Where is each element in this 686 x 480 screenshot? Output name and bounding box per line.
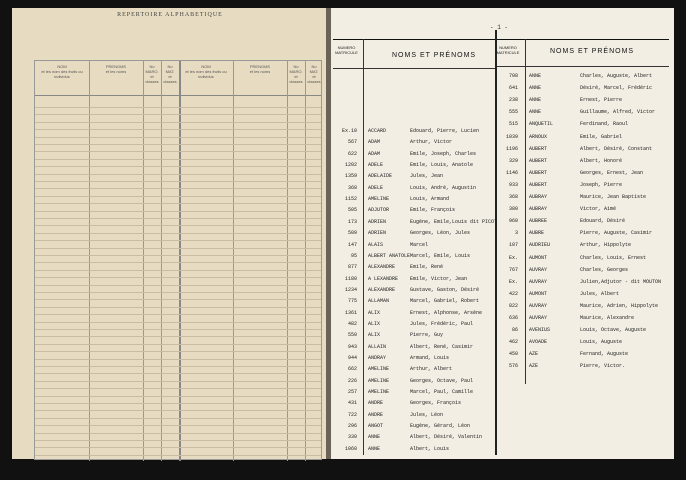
ruled-line: [35, 314, 321, 315]
surname: ADAM: [368, 150, 381, 157]
matricule-number: 641: [508, 85, 518, 92]
ruled-line: [35, 211, 321, 212]
matricule-number: 943: [347, 343, 357, 350]
surname: ANDRAY: [368, 355, 387, 361]
matricule-number: 555: [508, 109, 518, 116]
matricule-number: 296: [347, 423, 357, 430]
surname: AMELINE: [368, 389, 390, 396]
ruled-line: [35, 122, 321, 123]
page-number: - 1 -: [490, 24, 509, 31]
ruled-line: [35, 262, 321, 263]
first-names: Charles, Louis, Ernest: [580, 254, 647, 261]
surname: AUBERT: [529, 145, 548, 152]
ruled-line: [35, 270, 321, 271]
surname: AUVRAY: [529, 302, 548, 309]
ruled-line: [35, 151, 321, 152]
ruled-line: [35, 336, 321, 337]
surname: ALBERT ANATOLE: [368, 252, 411, 259]
matricule-number: 933: [508, 181, 518, 188]
matricule-number: 505: [347, 207, 357, 214]
header-mat-2: No MAT. et classes: [307, 64, 321, 84]
first-names: Georges, François: [410, 400, 462, 407]
ruled-line: [35, 381, 321, 382]
matricule-number: 147: [347, 241, 357, 248]
ruled-line: [35, 166, 321, 167]
header-matricule-left: NUMERO MATRICULE: [335, 45, 358, 55]
first-names: Armand, Louis: [410, 355, 450, 361]
matricule-number: 722: [347, 411, 357, 418]
first-names: Louis, André, Augustin: [410, 184, 477, 191]
first-names: Joseph, Pierre: [580, 181, 623, 188]
matricule-number: 482: [347, 320, 357, 327]
first-names: Ernest, Alphonse, Arsène: [410, 309, 483, 316]
ruled-line: [35, 425, 321, 426]
first-names: Gustave, Gaston, Désiré: [410, 286, 480, 293]
matricule-number: 1234: [344, 286, 357, 293]
ruled-line: [35, 388, 321, 389]
surname: AUBRAY: [529, 194, 548, 200]
first-names: Louis, Octave, Auguste: [580, 327, 647, 334]
ruled-line: [35, 403, 321, 404]
ruled-line: [35, 373, 321, 374]
matricule-number: 877: [347, 264, 357, 271]
first-names: Jules, Jean: [410, 173, 444, 180]
ruled-line: [35, 233, 321, 234]
surname: ADRIEN: [368, 230, 387, 237]
first-names: Emile, Joseph, Charles: [410, 150, 477, 157]
ruled-line: [35, 196, 321, 197]
ruled-line: [35, 285, 321, 286]
first-names: Emile, Louis, Anatole: [410, 162, 474, 169]
ruled-line: [35, 181, 321, 182]
matricule-number: 422: [508, 290, 518, 297]
surname: ANQUETIL: [529, 121, 554, 128]
matricule-number: 622: [347, 150, 357, 157]
first-names: Louis, Auguste: [580, 339, 623, 346]
first-names: Maurice, Jean Baptiste: [580, 194, 647, 200]
first-names: Louis, Armand: [410, 196, 450, 203]
header-names-right: NOMS ET PRÉNOMS: [550, 48, 635, 55]
surname: ANDRE: [368, 411, 384, 418]
first-names: Marcel, Paul, Camille: [410, 389, 474, 396]
column-divider-matricule-right: [525, 39, 526, 384]
header-top-rule: [333, 39, 669, 40]
header-nom-2: NOM et les nom des fruits ou individus: [185, 64, 227, 79]
surname: AZE: [529, 363, 539, 370]
surname: AUBRE: [529, 230, 545, 237]
matricule-number: 257: [347, 389, 357, 396]
surname: ANNE: [368, 434, 381, 441]
first-names: Albert, Honoré: [580, 157, 623, 164]
surname: AUMONT: [529, 254, 548, 261]
ruled-line: [35, 359, 321, 360]
surname: AUBERT: [529, 181, 548, 188]
first-names: Marcel: [410, 241, 429, 248]
surname: AVENIUS: [529, 327, 551, 334]
surname: ANGOT: [368, 423, 384, 430]
ruled-line: [35, 129, 321, 130]
first-names: Albert, René, Casimir: [410, 343, 474, 350]
matricule-number: 380: [508, 206, 518, 213]
ruled-line: [35, 455, 321, 456]
matricule-number: 550: [347, 332, 357, 339]
surname: AVOADE: [529, 339, 548, 346]
matricule-number: 450: [508, 351, 518, 358]
header-maro-1: No MARO. et classes: [145, 64, 159, 84]
first-names: Maurice, Adrien, Hippolyte: [580, 302, 659, 309]
surname: AMELINE: [368, 196, 390, 203]
ruled-line: [35, 137, 321, 138]
first-names: Arthur, Albert: [410, 366, 453, 373]
matricule-number: 1361: [344, 309, 357, 316]
matricule-number: 1202: [344, 162, 357, 169]
first-names: Arthur, Victor: [410, 139, 453, 146]
surname: AUVRAY: [529, 278, 548, 285]
header-maro-2: No MARO. et classes: [289, 64, 303, 84]
matricule-number: 576: [508, 363, 518, 370]
first-names: Charles, Auguste, Albert: [580, 73, 653, 79]
matricule-number: 107: [508, 242, 518, 249]
matricule-number: Ex.: [508, 254, 518, 261]
surname: ADELE: [368, 162, 384, 169]
first-names: Charles, Georges: [580, 266, 629, 273]
matricule-number: 330: [347, 434, 357, 441]
ruled-line: [35, 433, 321, 434]
matricule-number: 95: [350, 252, 357, 259]
surname: AUBRAY: [529, 206, 548, 213]
matricule-number: 822: [508, 302, 518, 309]
first-names: Jules, Albert: [580, 290, 620, 297]
ruled-line: [35, 307, 321, 308]
header-bottom-rule-right: [495, 66, 669, 67]
surname: ANDRE: [368, 400, 384, 407]
matricule-number: 767: [508, 266, 518, 273]
header-nom-1: NOM et les nom des fruits ou individus: [41, 64, 83, 79]
matricule-number: 944: [347, 355, 357, 361]
surname: ANNE: [529, 85, 542, 92]
ruled-line: [35, 114, 321, 115]
surname: A LEXANDRE: [368, 275, 399, 282]
ruled-line: [35, 174, 321, 175]
ruled-line: [35, 447, 321, 448]
first-names: Georges, Ernest, Jean: [580, 169, 644, 176]
matricule-number: 567: [347, 139, 357, 146]
matricule-number: 1196: [505, 145, 518, 152]
column-divider-matricule-left: [363, 39, 364, 455]
first-names: Albert, Louis: [410, 445, 450, 452]
surname: AUVRAY: [529, 315, 548, 321]
first-names: Marcel, Emile, Louis: [410, 252, 471, 259]
ruled-line: [35, 218, 321, 219]
ruled-line: [35, 255, 321, 256]
ruled-line: [35, 396, 321, 397]
matricule-number: 775: [347, 298, 357, 305]
first-names: Georges, Léon, Jules: [410, 230, 471, 237]
ruled-line: [35, 277, 321, 278]
first-names: Emile, Victor, Jean: [410, 275, 468, 282]
first-names: Pierre, Auguste, Casimir: [580, 230, 653, 237]
ruled-line: [35, 159, 321, 160]
surname: ANNE: [368, 445, 381, 452]
ruled-line: [35, 351, 321, 352]
matricule-number: 1146: [505, 169, 518, 176]
matricule-number: 431: [347, 400, 357, 407]
surname: ACCARD: [368, 128, 387, 134]
matricule-number: 368: [508, 194, 518, 200]
matricule-number: 226: [347, 377, 357, 384]
ruled-line: [35, 225, 321, 226]
first-names: Victor, Aimé: [580, 206, 617, 213]
ruled-line: [35, 440, 321, 441]
surname: AUBREE: [529, 218, 548, 225]
surname: ADAM: [368, 139, 381, 146]
matricule-number: 960: [508, 218, 518, 225]
header-prenoms-2: PRENOMS et les noms: [249, 64, 271, 74]
matricule-number: Ex.10: [341, 128, 357, 134]
surname: ARNOUX: [529, 133, 548, 140]
first-names: Georges, Octave, Paul: [410, 377, 474, 384]
first-names: Emile, Gabriel: [580, 133, 623, 140]
first-names: Ferdinand, Raoul: [580, 121, 629, 128]
first-names: Emile, René: [410, 264, 444, 271]
surname: AUMONT: [529, 290, 548, 297]
matricule-number: 515: [508, 121, 518, 128]
surname: ALLAMAN: [368, 298, 390, 305]
ruled-line: [35, 299, 321, 300]
matricule-number: 1039: [505, 133, 518, 140]
matricule-number: 3: [514, 230, 518, 237]
surname: ALEXANDRE: [368, 264, 396, 271]
surname: AZE: [529, 351, 539, 358]
surname: AUVRAY: [529, 266, 548, 273]
matricule-number: 86: [511, 327, 518, 334]
first-names: Julien,Adjutor - dit MOUTON: [580, 278, 662, 285]
surname: ANNE: [529, 97, 542, 104]
surname: ADJUTOR: [368, 207, 390, 214]
matricule-number: 238: [508, 97, 518, 104]
ruled-line: [35, 322, 321, 323]
first-names: Marcel, Gabriel, Robert: [410, 298, 480, 305]
surname: ANNE: [529, 73, 542, 79]
first-names: Eugène, Gérard, Léon: [410, 423, 471, 430]
surname: AUBERT: [529, 169, 548, 176]
first-names: Jules, Frédéric, Paul: [410, 320, 474, 327]
matricule-number: 1152: [344, 196, 357, 203]
first-names: Pierre, Guy: [410, 332, 444, 339]
first-names: Arthur, Hippolyte: [580, 242, 632, 249]
header-bottom-rule-left: [333, 68, 495, 69]
header-mat-1: No MAT. et classes: [163, 64, 177, 84]
surname: ALLAIN: [368, 343, 387, 350]
header-names-left: NOMS ET PRÉNOMS: [392, 52, 477, 59]
empty-register-grid: [34, 60, 322, 460]
matricule-number: 1359: [344, 173, 357, 180]
surname: ALEXANDRE: [368, 286, 396, 293]
first-names: Pierre, Victor.: [580, 363, 626, 370]
ruled-line: [35, 203, 321, 204]
first-names: Désiré, Marcel, Frédéric: [580, 85, 653, 92]
ruled-line: [35, 410, 321, 411]
surname: ADELE: [368, 184, 384, 191]
ruled-line: [35, 240, 321, 241]
matricule-number: 1060: [344, 445, 357, 452]
matricule-number: Ex.: [508, 278, 518, 285]
surname: AUDRIEU: [529, 242, 551, 249]
surname: ANNE: [529, 109, 542, 116]
ruled-line: [35, 144, 321, 145]
matricule-number: 708: [508, 73, 518, 79]
ruled-line: [35, 366, 321, 367]
matricule-number: 368: [347, 184, 357, 191]
surname: ALAIS: [368, 241, 384, 248]
left-page-title: REPERTOIRE ALPHABETIQUE: [117, 12, 223, 18]
surname: ALIX: [368, 320, 381, 327]
surname: ALIX: [368, 309, 381, 316]
matricule-number: 636: [508, 315, 518, 321]
left-page: [12, 8, 328, 459]
first-names: Fernand, Auguste: [580, 351, 629, 358]
ruled-line: [35, 329, 321, 330]
first-names: Jules, Léon: [410, 411, 444, 418]
first-names: Ernest, Pierre: [580, 97, 623, 104]
header-prenoms-1: PRENOMS et les noms: [105, 64, 127, 74]
ruled-line: [35, 418, 321, 419]
matricule-number: 173: [347, 218, 357, 225]
ruled-line: [35, 292, 321, 293]
first-names: Edouard, Désiré: [580, 218, 626, 225]
first-names: Albert, Désiré, Valentin: [410, 434, 483, 441]
ruled-line: [35, 107, 321, 108]
first-names: Edouard, Pierre, Lucien: [410, 128, 480, 134]
first-names: Maurice, Alexandre: [580, 315, 635, 321]
matricule-number: 462: [508, 339, 518, 346]
surname: AMELINE: [368, 377, 390, 384]
matricule-number: 662: [347, 366, 357, 373]
surname: AMELINE: [368, 366, 390, 373]
matricule-number: 509: [347, 230, 357, 237]
matricule-number: 1180: [344, 275, 357, 282]
first-names: Eugène, Emile,Louis dit PICOT: [410, 218, 498, 225]
first-names: Albert, Désiré, Constant: [580, 145, 653, 152]
first-names: Emile, François: [410, 207, 456, 214]
surname: ADELAIDE: [368, 173, 393, 180]
surname: AUBERT: [529, 157, 548, 164]
first-names: Guillaume, Alfred, Victor: [580, 109, 656, 116]
matricule-number: 329: [508, 157, 518, 164]
surname: ALIX: [368, 332, 381, 339]
ruled-line: [35, 188, 321, 189]
header-matricule-right: NUMERO MATRICULE: [496, 45, 520, 55]
surname: ADRIEN: [368, 218, 387, 225]
ruled-line: [35, 248, 321, 249]
ruled-line: [35, 344, 321, 345]
